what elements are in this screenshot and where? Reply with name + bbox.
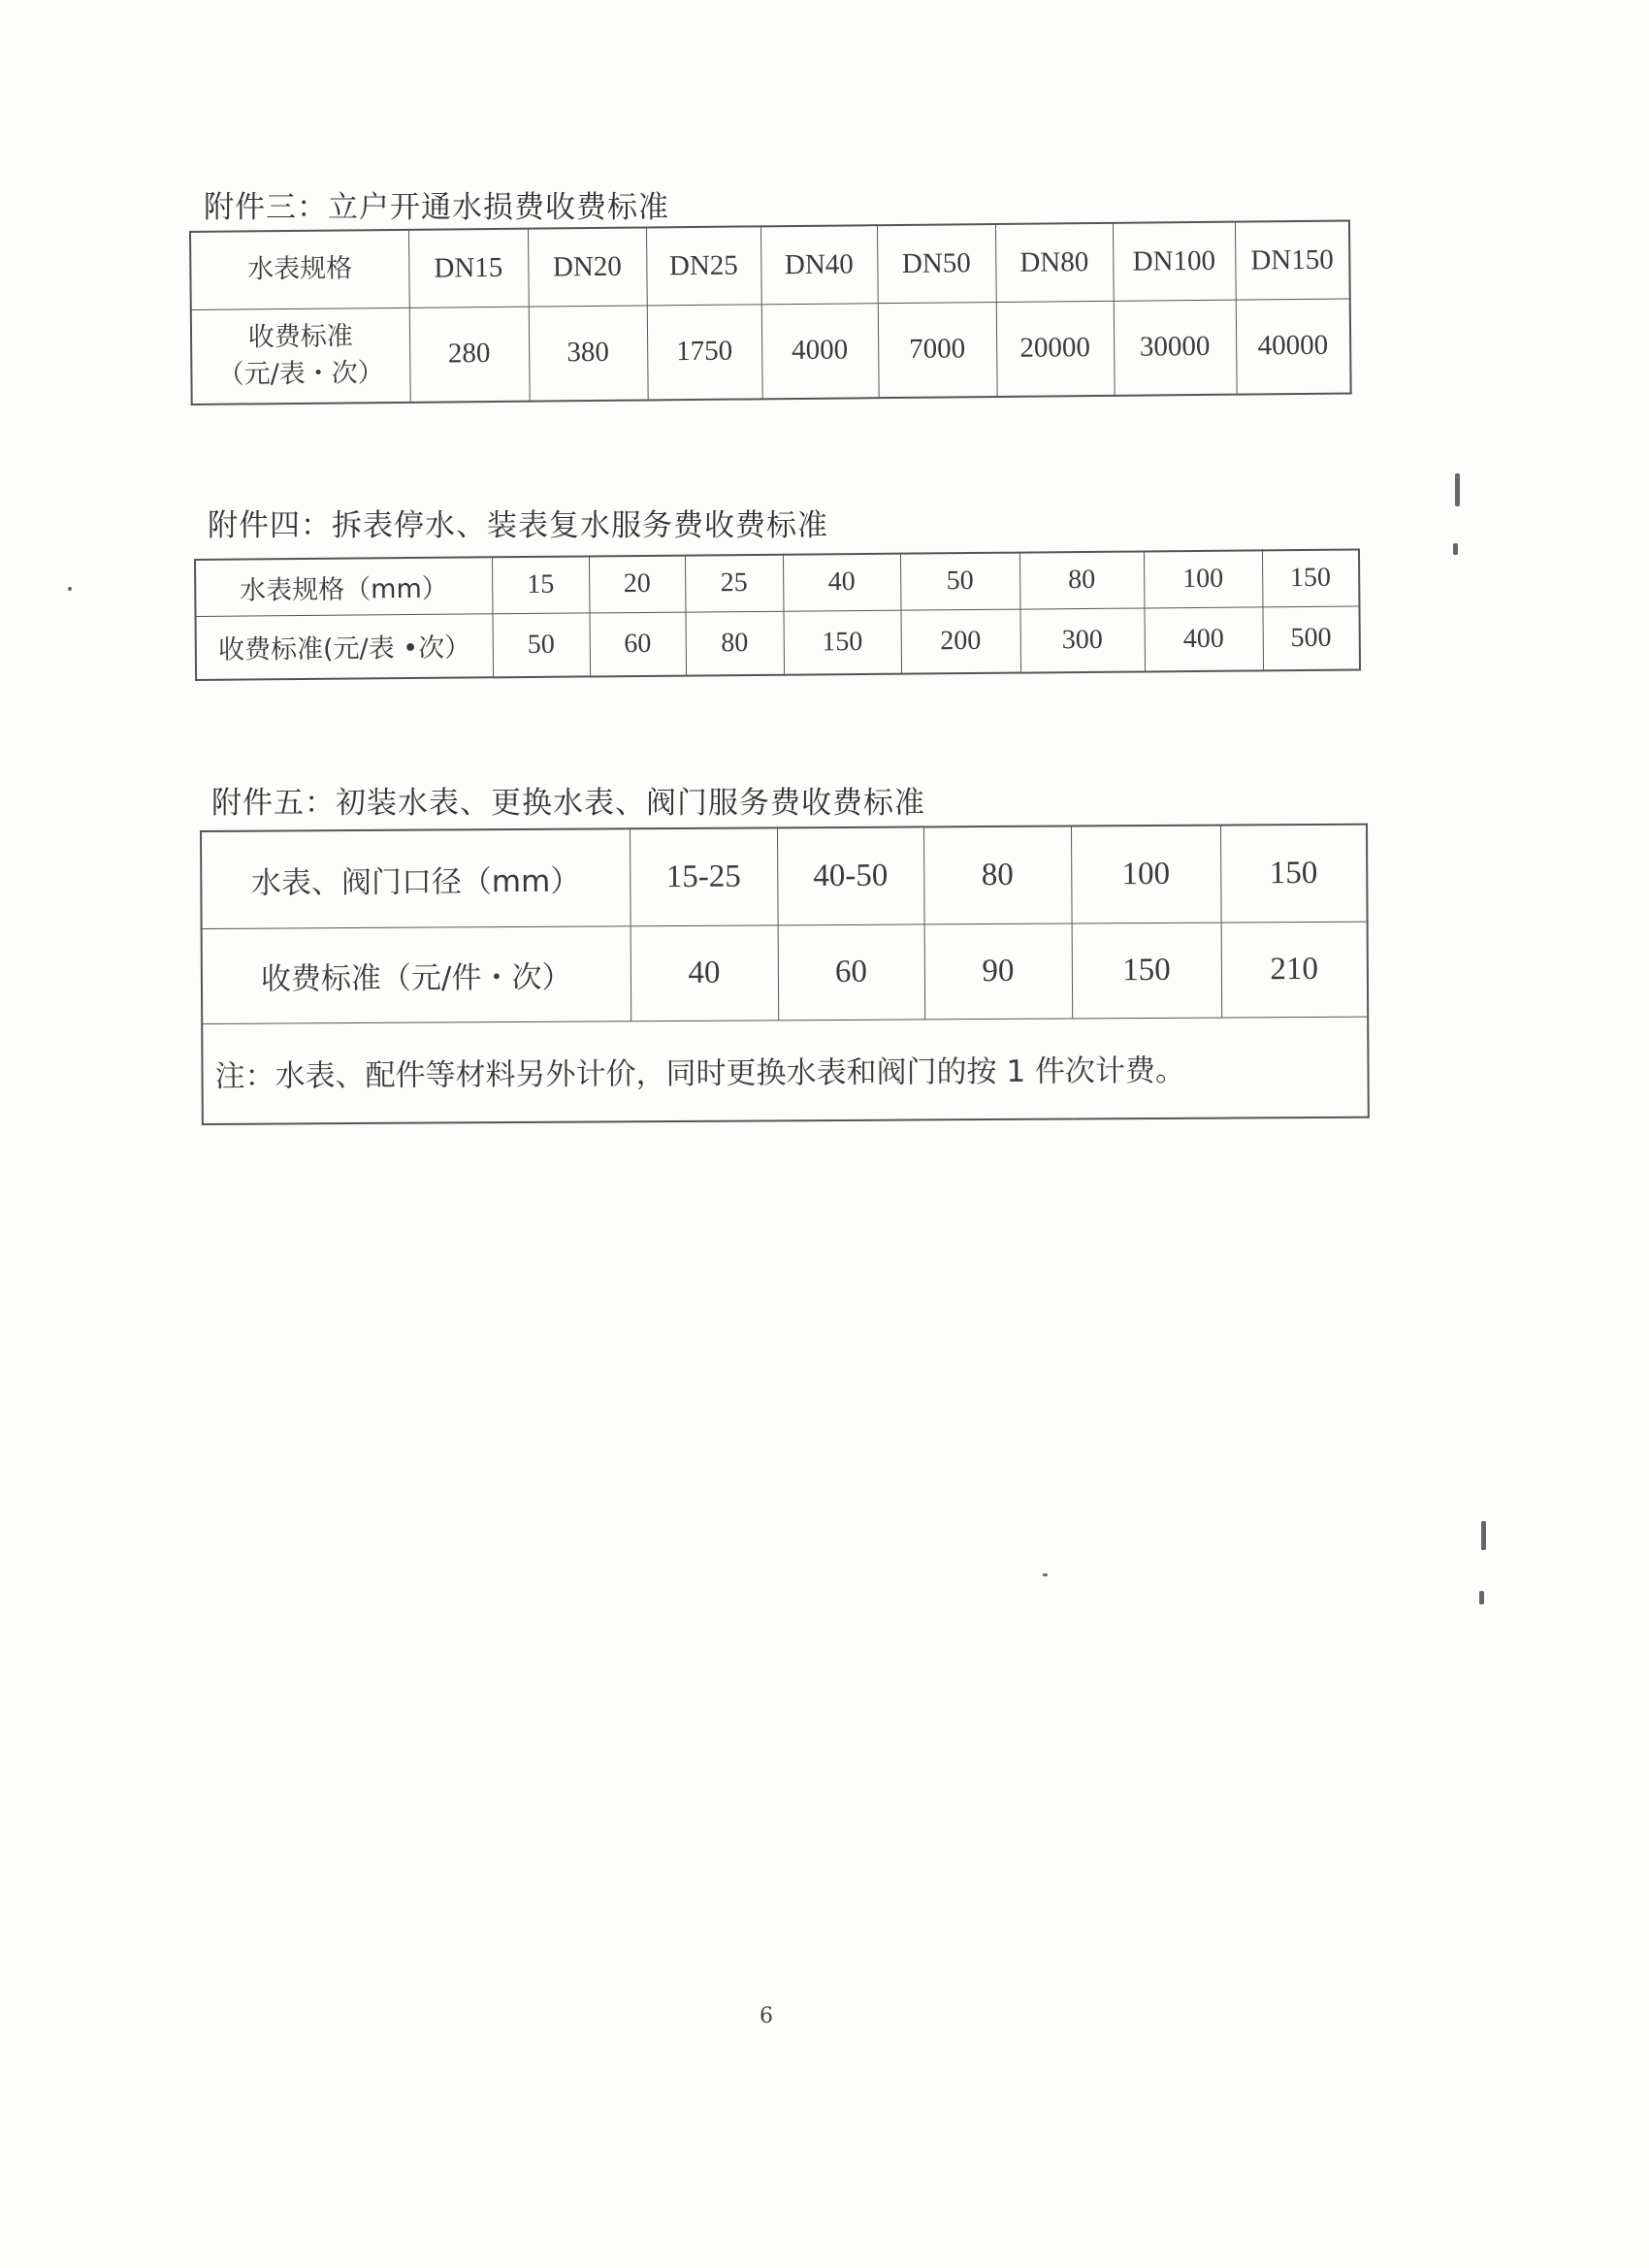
spec-cell: DN15 bbox=[408, 229, 529, 308]
attachment5-table bbox=[200, 824, 1370, 1125]
note-row bbox=[202, 1017, 1369, 1124]
spec-cell: 50 bbox=[900, 553, 1020, 610]
spec-cell: 20 bbox=[589, 556, 686, 613]
fee-cell: 150 bbox=[1072, 923, 1222, 1019]
row-label bbox=[191, 308, 410, 405]
spec-cell: DN80 bbox=[995, 223, 1114, 302]
fee-row bbox=[196, 606, 1361, 680]
note-text: 注：水表、配件等材料另外计价，同时更换水表和阀门的按 1 件次计费。 bbox=[202, 1017, 1369, 1124]
fee-cell: 90 bbox=[924, 923, 1073, 1020]
spec-row bbox=[201, 825, 1368, 928]
spec-cell: DN100 bbox=[1113, 222, 1236, 301]
scan-mark bbox=[68, 587, 72, 591]
spec-cell: 100 bbox=[1071, 826, 1221, 923]
row-label: 水表、阀门口径（mm） bbox=[201, 828, 630, 928]
fee-row bbox=[191, 299, 1351, 405]
spec-cell: 80 bbox=[1019, 551, 1145, 608]
fee-cell: 500 bbox=[1262, 606, 1360, 671]
scan-mark bbox=[1453, 543, 1458, 555]
spec-cell: 80 bbox=[923, 826, 1072, 924]
fee-cell: 150 bbox=[783, 610, 901, 675]
spec-cell: DN20 bbox=[528, 227, 647, 306]
fee-cell: 210 bbox=[1221, 922, 1369, 1018]
attachment3-title: 附件三：立户开通水损费收费标准 bbox=[204, 190, 669, 225]
spec-cell: DN50 bbox=[877, 224, 996, 303]
row-label: 水表规格（mm） bbox=[195, 557, 492, 616]
row-label: 收费标准(元/表 •次） bbox=[196, 613, 494, 680]
fee-cell: 4000 bbox=[761, 303, 879, 399]
row-label-line: 收费标准 bbox=[247, 321, 353, 353]
page-number: 6 bbox=[760, 2004, 773, 2028]
fee-cell: 300 bbox=[1019, 607, 1145, 672]
spec-row bbox=[195, 550, 1359, 616]
scan-mark bbox=[1455, 473, 1460, 506]
spec-cell: 40 bbox=[783, 554, 901, 611]
spec-cell: 150 bbox=[1220, 825, 1368, 923]
spec-cell: 150 bbox=[1262, 550, 1360, 607]
fee-row bbox=[202, 922, 1369, 1023]
spec-cell: 40-50 bbox=[777, 826, 924, 924]
spec-cell: DN25 bbox=[646, 226, 761, 305]
fee-cell: 40 bbox=[630, 924, 779, 1021]
fee-cell: 60 bbox=[589, 612, 686, 677]
row-label-unit: （元/表・次） bbox=[217, 357, 384, 390]
fee-cell: 40000 bbox=[1236, 299, 1351, 395]
row-label: 水表规格 bbox=[190, 230, 409, 309]
fee-cell: 20000 bbox=[996, 301, 1115, 397]
fee-cell: 50 bbox=[493, 612, 591, 677]
attachment5-title: 附件五：初装水表、更换水表、阀门服务费收费标准 bbox=[211, 786, 925, 821]
spec-cell: 15-25 bbox=[630, 827, 778, 925]
scan-mark bbox=[1043, 1573, 1048, 1576]
attachment4-table bbox=[194, 549, 1361, 681]
attachment3-table bbox=[189, 220, 1352, 405]
fee-cell: 80 bbox=[685, 611, 784, 676]
scan-mark bbox=[1481, 1521, 1486, 1550]
fee-cell: 1750 bbox=[647, 304, 762, 400]
fee-cell: 380 bbox=[529, 305, 648, 401]
spec-cell: DN150 bbox=[1235, 221, 1350, 300]
fee-cell: 7000 bbox=[878, 302, 997, 398]
scan-mark bbox=[1479, 1591, 1484, 1604]
spec-cell: DN40 bbox=[760, 225, 878, 304]
fee-cell: 200 bbox=[900, 609, 1020, 674]
fee-cell: 30000 bbox=[1114, 300, 1237, 396]
attachment4-title: 附件四：拆表停水、装表复水服务费收费标准 bbox=[208, 508, 828, 543]
row-label: 收费标准（元/件・次） bbox=[202, 925, 631, 1023]
spec-cell: 15 bbox=[492, 556, 590, 613]
spec-row bbox=[190, 221, 1350, 309]
fee-cell: 280 bbox=[409, 307, 530, 403]
fee-cell: 60 bbox=[778, 923, 925, 1020]
fee-cell: 400 bbox=[1144, 606, 1263, 671]
spec-cell: 25 bbox=[685, 555, 784, 612]
spec-cell: 100 bbox=[1144, 550, 1263, 607]
